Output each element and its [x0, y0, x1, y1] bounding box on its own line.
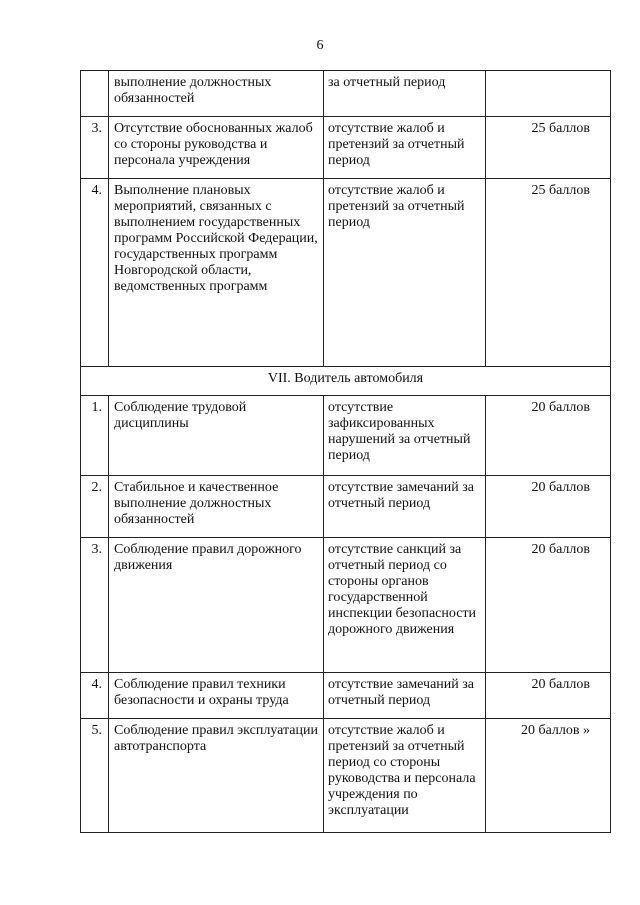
row-number: 4.	[81, 179, 109, 367]
page-number: 6	[316, 38, 324, 53]
criteria-table	[80, 70, 611, 833]
points-cell	[486, 71, 611, 117]
row-number: 2.	[81, 476, 109, 538]
row-number: 5.	[81, 719, 109, 833]
section-title: VII. Водитель автомобиля	[81, 367, 611, 396]
indicator-cell: отсутствие жалоб и претензий за отчетный период	[324, 179, 486, 367]
indicator-cell: отсутствие жалоб и претензий за отчетный период со стороны руководства и персонала учреждения по эксплуатации	[324, 719, 486, 833]
indicator-cell: отсутствие замечаний за отчетный период	[324, 673, 486, 719]
points-cell: 20 баллов	[486, 538, 611, 673]
row-number	[81, 71, 109, 117]
row-number: 3.	[81, 538, 109, 673]
table-row	[81, 476, 611, 538]
indicator-cell: отсутствие замечаний за отчетный период	[324, 476, 486, 538]
criterion-cell: Соблюдение правил техники безопасности и охраны труда	[109, 673, 324, 719]
section-row	[81, 367, 611, 396]
table-row	[81, 71, 611, 117]
row-number: 4.	[81, 673, 109, 719]
points-cell: 25 баллов	[486, 179, 611, 367]
table-row	[81, 538, 611, 673]
indicator-cell: за отчетный период	[324, 71, 486, 117]
table-row	[81, 719, 611, 833]
criterion-cell: Соблюдение трудовой дисциплины	[109, 396, 324, 476]
criterion-cell: Соблюдение правил дорожного движения	[109, 538, 324, 673]
row-number: 1.	[81, 396, 109, 476]
indicator-cell: отсутствие зафиксированных нарушений за отчетный период	[324, 396, 486, 476]
criterion-cell: Выполнение плановых мероприятий, связанных с выполнением государственных программ Российской Федерации, государственных программ Новгородской области, ведомственных программ	[109, 179, 324, 367]
row-number: 3.	[81, 117, 109, 179]
points-cell: 25 баллов	[486, 117, 611, 179]
indicator-cell: отсутствие жалоб и претензий за отчетный период	[324, 117, 486, 179]
points-cell: 20 баллов »	[486, 719, 611, 833]
criterion-cell: Отсутствие обоснованных жалоб со стороны руководства и персонала учреждения	[109, 117, 324, 179]
points-cell: 20 баллов	[486, 396, 611, 476]
indicator-cell: отсутствие санкций за отчетный период со стороны органов государственной инспекции безопасности дорожного движения	[324, 538, 486, 673]
table-row	[81, 179, 611, 367]
points-cell: 20 баллов	[486, 476, 611, 538]
criterion-cell: Стабильное и качественное выполнение должностных обязанностей	[109, 476, 324, 538]
points-cell: 20 баллов	[486, 673, 611, 719]
criterion-cell: выполнение должностных обязанностей	[109, 71, 324, 117]
table-row	[81, 396, 611, 476]
criterion-cell: Соблюдение правил эксплуатации автотранспорта	[109, 719, 324, 833]
table-row	[81, 117, 611, 179]
table-row	[81, 673, 611, 719]
